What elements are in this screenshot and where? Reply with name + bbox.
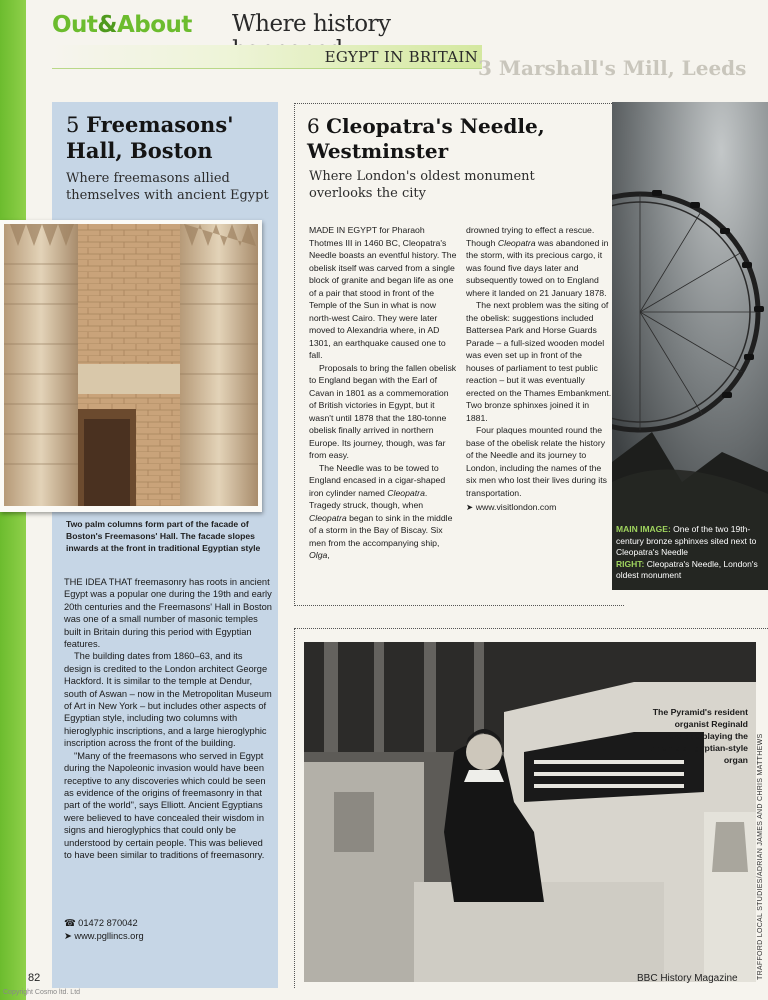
magazine-name: BBC History Magazine xyxy=(637,973,738,984)
copyright-notice: Copyright Cosmo ltd. Ltd xyxy=(3,989,81,996)
freemasons-hall-body xyxy=(64,576,272,861)
london-eye-caption: MAIN IMAGE: One of the two 19th-century bronze sphinxes sited next to Cleopatra's Needle RIGHT: Cleopatra's Needle, London's oldest monument xyxy=(616,524,758,580)
boston-hall-photo xyxy=(0,220,262,512)
photo-credit: TRAFFORD LOCAL STUDIES/ADRIAN JAMES AND CHRIS MATTHEWS xyxy=(757,733,764,980)
phone-number: ☎ 01472 870042 xyxy=(64,918,138,928)
london-eye-photo xyxy=(612,102,768,590)
section-header xyxy=(52,12,502,72)
cleopatras-needle-standfirst: Where London's oldest monument overlooks the city xyxy=(309,169,535,201)
page-number: 82 xyxy=(28,972,41,984)
article-column-2 xyxy=(466,224,612,514)
freemasons-hall-standfirst: Where freemasons allied themselves with ancient Egypt xyxy=(66,171,269,203)
website-link[interactable]: ➤ www.pgllincs.org xyxy=(64,931,144,941)
organ-photo-caption: The Pyramid's resident organist Reginald Liversidge playing the cinema's Egyptian-style organ xyxy=(649,707,748,765)
subtitle-strip xyxy=(52,45,482,69)
section-subtitle: EGYPT IN BRITAIN xyxy=(324,48,478,66)
body-paragraph: The building dates from 1860–63, and its design is credited to the London architect George Hackford. It is similar to the temple at Dendur, south of Aswan – now in the Metropolitan Museum of Art in New York – but includes other aspects of Egyptian style, including two columns with hieroglyphic inscriptions, and a large hieroglyphic inscription across the front of the building. xyxy=(64,651,272,749)
article-column-1 xyxy=(309,224,457,562)
palm-columns-image xyxy=(4,224,258,506)
body-paragraph: "Many of the freemasons who served in Egypt during the Napoleonic invasion would have been receptive to any discoveries which could be seen as evidence of the origins of freemasonry in that part of the world", says Elliott. Ancient Egyptians were believed to have concealed their wisdom in signs and hieroglyphics that could only be understood by certain people. This was believed to have been similar to traditions of freemasonry. xyxy=(64,750,266,860)
show-through-heading: 3 Marshall's Mill, Leeds xyxy=(478,56,747,80)
body-paragraph: THE IDEA THAT freemasonry has roots in ancient Egypt was a popular one during the 19th and early 20th centuries and the Freemasons' Hall in Boston was one of a small number of masonic temples built in Britain during this period with Egyptian features. xyxy=(64,577,272,650)
cleopatras-needle-title: 6 Cleopatra's Needle, Westminster xyxy=(307,114,545,163)
freemasons-contact xyxy=(64,917,144,943)
body-paragraph: MADE IN EGYPT for Pharaoh Thotmes III in 1460 BC, Cleopatra's Needle boasts an eventful history. The obelisk itself was carved from a single block of granite and began life as one of a pair that stood in front of the Temple of the Sun in what is now north-west Cairo. They were later moved to Alexandria where, in AD 1301, an earthquake caused one to fall. xyxy=(309,225,457,360)
section-brand: Out&About xyxy=(52,12,192,38)
organ-photo xyxy=(304,642,756,982)
body-paragraph: Four plaques mounted round the base of the obelisk relate the history of the Needle and its journey to London, including the names of the six men who lost their lives during its transportation. xyxy=(466,425,607,498)
boston-photo-caption: Two palm columns form part of the facade of Boston's Freemasons' Hall. The facade slopes inwards at the front in traditional Egyptian style xyxy=(66,519,261,553)
body-paragraph: Proposals to bring the fallen obelisk to England began with the Earl of Cavan in 1801 as a commemoration of British victories in Egypt, but it wasn't until 1878 that the 180-tonne obelisk finally arrived in northern Europe. Its journey, though, was far from easy. xyxy=(309,362,457,460)
section-title: Where history xyxy=(232,11,391,37)
london-eye-image xyxy=(612,102,768,590)
freemasons-hall-title: 5 Freemasons' Hall, Boston xyxy=(66,112,234,163)
organist-image xyxy=(304,642,756,982)
body-paragraph: The next problem was the siting of the obelisk: suggestions included Battersea Park and Horse Guards Parade – a full-sized wooden model was even set up in front of the houses of parliament to test public reaction – but it was eventually erected on the Thames Embankment. Two bronze sphinxes joined it in 1881. xyxy=(466,300,612,423)
body-paragraph: drowned trying to effect a rescue. Though Cleopatra was abandoned in the storm, with its precious cargo, it was found five days later and subsequently towed on to England where it landed on 21 January 1878. xyxy=(466,225,609,298)
body-paragraph: The Needle was to be towed to England encased in a cigar-shaped iron cylinder named Cleopatra. Tragedy struck, though, when Cleopatra began to sink in the middle of a storm in the Bay of Biscay. Six men from the accompanying ship, Olga, xyxy=(309,462,453,560)
website-link[interactable]: ➤ www.visitlondon.com xyxy=(466,502,557,512)
